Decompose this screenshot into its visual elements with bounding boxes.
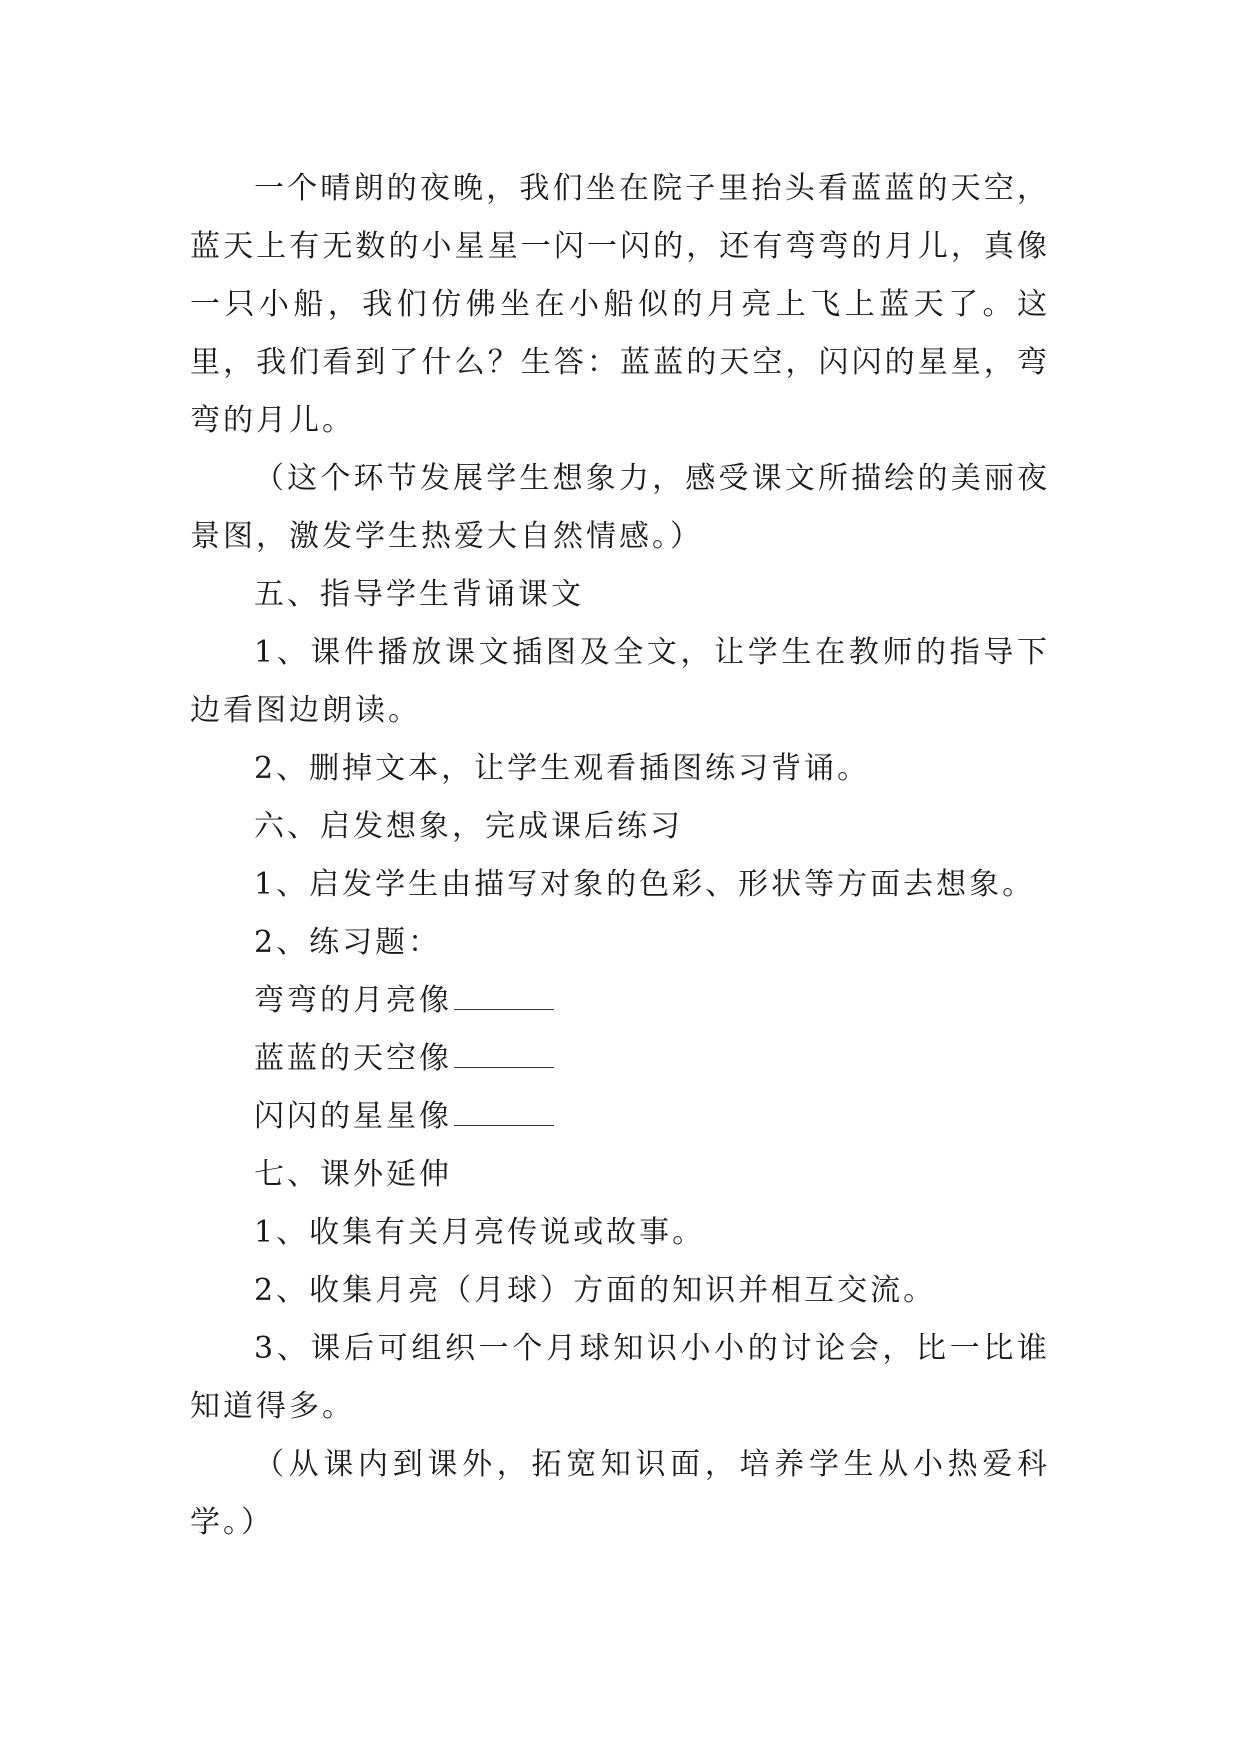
list-item-7-1: 1、收集有关月亮传说或故事。: [254, 1215, 706, 1250]
heading-section-5: 五、指导学生背诵课文: [254, 577, 584, 612]
heading-section-6: 六、启发想象，完成课后练习: [254, 809, 683, 844]
exercise-blank-moon: [190, 972, 1050, 1030]
list-item-7-2: 2、收集月亮（月球）方面的知识并相互交流。: [254, 1273, 937, 1308]
answer-blank: [454, 975, 554, 1010]
list-item-5-2: 2、删掉文本，让学生观看插图练习背诵。: [254, 751, 871, 786]
exercise-prompt: 闪闪的星星像: [254, 1099, 452, 1134]
list-item-5-1: 1、课件播放课文插图及全文，让学生在教师的指导下边看图边朗读。: [190, 635, 1050, 728]
exercise-prompt: 弯弯的月亮像: [254, 983, 452, 1018]
answer-blank: [454, 1033, 554, 1068]
list-item-6-2: 2、练习题：: [254, 925, 442, 960]
paragraph-note-2: （从课内到课外，拓宽知识面，培养学生从小热爱科学。）: [190, 1447, 1050, 1540]
list-item-6-1: 1、启发学生由描写对象的色彩、形状等方面去想象。: [254, 867, 1036, 902]
exercise-blank-sky: [190, 1030, 1050, 1088]
paragraph-note-1: （这个环节发展学生想象力，感受课文所描绘的美丽夜景图，激发学生热爱大自然情感。）: [190, 461, 1050, 554]
list-item-7-3: 3、课后可组织一个月球知识小小的讨论会，比一比谁知道得多。: [190, 1331, 1050, 1424]
answer-blank: [454, 1091, 554, 1126]
document-body: [190, 160, 1050, 1552]
heading-section-7: 七、课外延伸: [254, 1157, 452, 1192]
paragraph-intro: 一个晴朗的夜晚，我们坐在院子里抬头看蓝蓝的天空，蓝天上有无数的小星星一闪一闪的，还有弯弯的月儿，真像一只小船，我们仿佛坐在小船似的月亮上飞上蓝天了。这里，我们看到了什么？生答：蓝蓝的天空，闪闪的星星，弯弯的月儿。: [190, 171, 1050, 438]
exercise-blank-stars: [190, 1088, 1050, 1146]
exercise-prompt: 蓝蓝的天空像: [254, 1041, 452, 1076]
